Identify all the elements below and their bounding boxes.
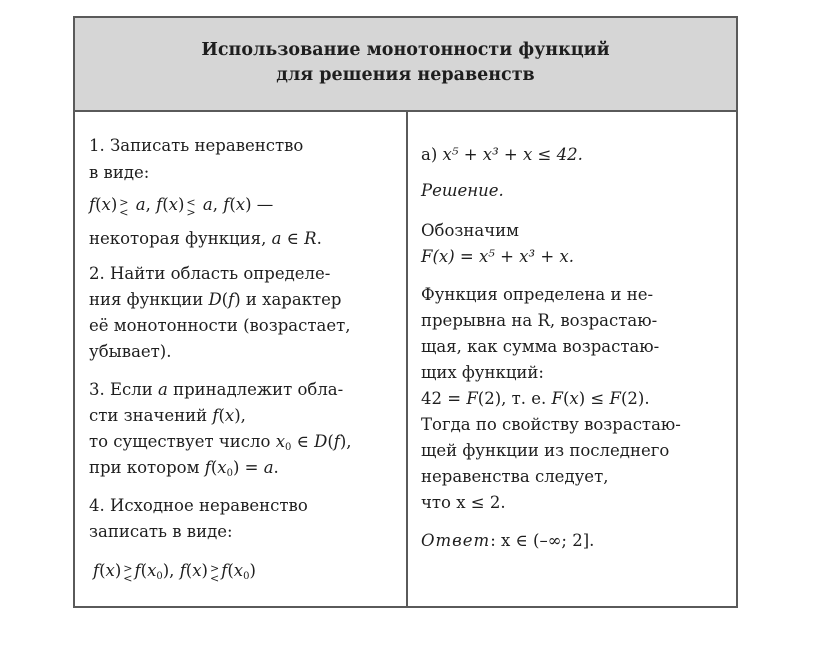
answer-line: Ответ: x ∈ (–∞; 2]. xyxy=(421,531,595,550)
para-line-4: щих функций: xyxy=(421,363,544,382)
step2-line1: 2. Найти область определе- xyxy=(89,264,331,283)
step1-line4: некоторая функция, a ∈ R. xyxy=(89,229,322,248)
para-line-7: щей функции из последнего xyxy=(421,441,670,460)
step2-line3: её монотонности (возрастает, xyxy=(89,316,351,335)
para-line-6: Тогда по свойству возрастаю- xyxy=(421,415,681,434)
step4-line2: записать в виде: xyxy=(89,522,233,541)
para-line-3: щая, как сумма возрастаю- xyxy=(421,337,660,356)
step3-line4: при котором $f(x_0) = a$. xyxy=(89,458,279,479)
table-header xyxy=(75,18,736,112)
definition-line: F(x) = x⁵ + x³ + x. xyxy=(421,247,574,266)
denote-line: Обозначим xyxy=(421,221,519,240)
step3-line2: сти значений f(x), xyxy=(89,406,246,425)
para-line-9: что x ≤ 2. xyxy=(421,493,506,512)
step2-line4: убывает). xyxy=(89,342,172,361)
header-line-2: для решения неравенств xyxy=(276,65,535,85)
example-line: а) x⁵ + x³ + x ≤ 42. xyxy=(421,145,583,164)
para-line-2: прерывна на R, возрастаю- xyxy=(421,311,658,330)
step3-line3: то существует число $x_0$ ∈ D(f), xyxy=(89,432,352,453)
column-divider xyxy=(406,110,408,606)
para-line-1: Функция определена и не- xyxy=(421,285,654,304)
step4-formula: f(x) > < $f(x_0)$, f(x) > < $f(x_0)$ xyxy=(93,561,256,585)
step1-formula: f(x) > < a, f(x) < > a, f(x) — xyxy=(89,195,274,219)
step1-line2: в виде: xyxy=(89,163,150,182)
step1-line1: 1. Записать неравенство xyxy=(89,136,304,155)
step4-line1: 4. Исходное неравенство xyxy=(89,496,308,515)
step3-line1: 3. Если a принадлежит обла- xyxy=(89,380,344,399)
solution-label: Решение. xyxy=(421,181,504,200)
para-line-8: неравенства следует, xyxy=(421,467,609,486)
method-table xyxy=(73,16,738,608)
step2-line2: ния функции D(f) и характер xyxy=(89,290,342,309)
para-line-5: 42 = F(2), т. е. F(x) ≤ F(2). xyxy=(421,389,650,408)
header-line-1: Использование монотонности функций xyxy=(201,40,610,60)
